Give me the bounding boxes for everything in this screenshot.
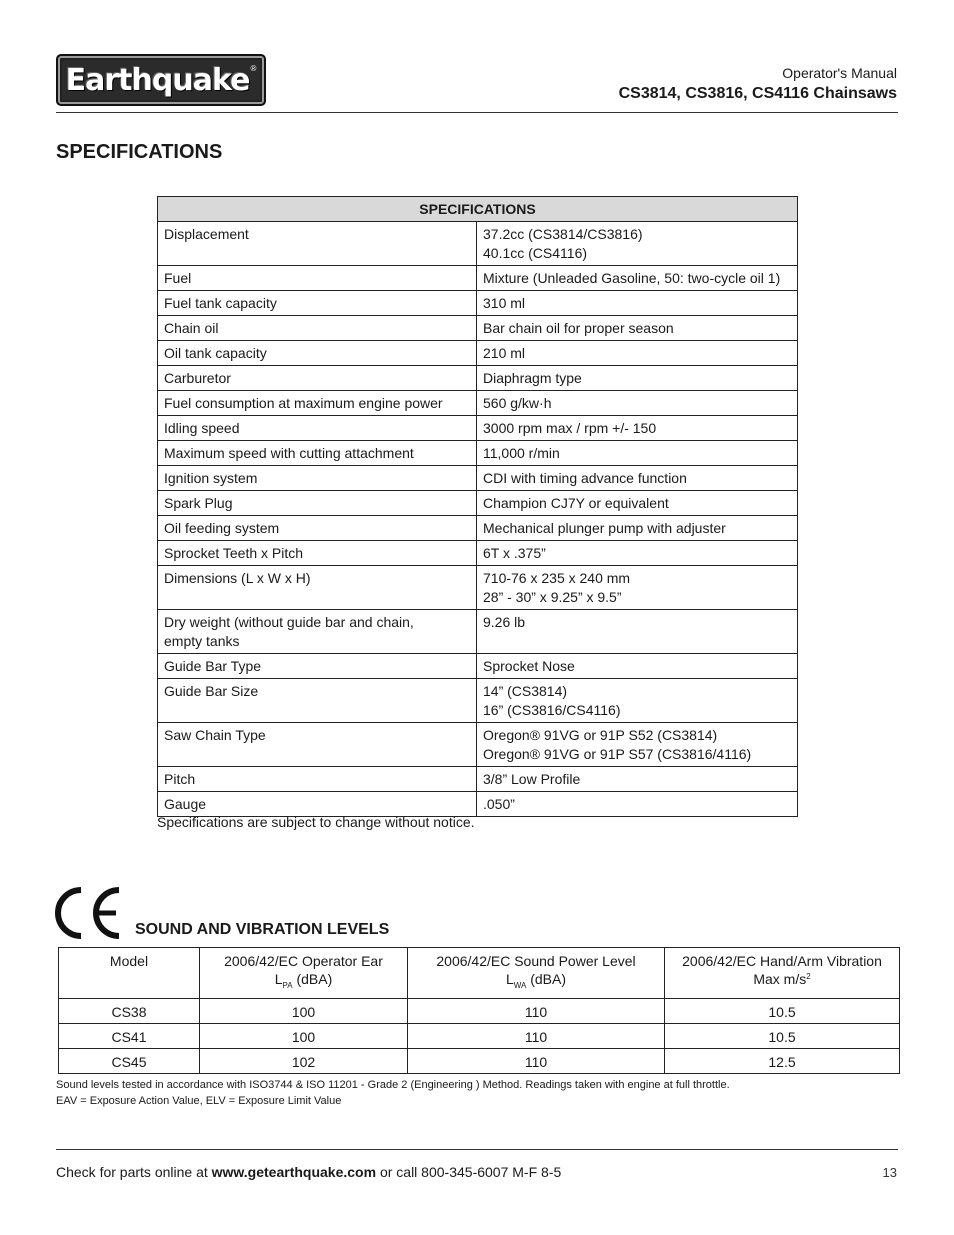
table-row	[158, 391, 798, 416]
spec-label-cell: Spark Plug	[158, 491, 477, 516]
brand-logo-text: Earthquake	[65, 62, 250, 98]
spec-value-cell: 710-76 x 235 x 240 mm 28” - 30” x 9.25” x 9.5”	[477, 566, 798, 610]
table-row	[59, 1049, 900, 1074]
footer-text: Check for parts online at www.getearthquake.com or call 800-345-6007 M-F 8-5	[56, 1164, 562, 1180]
column-header-model: Model	[59, 948, 200, 999]
spec-label-cell: Guide Bar Type	[158, 654, 477, 679]
table-row	[158, 723, 798, 767]
spec-label-cell: Oil feeding system	[158, 516, 477, 541]
sound-cell: CS41	[59, 1024, 200, 1049]
table-row	[158, 654, 798, 679]
spec-label-cell: Saw Chain Type	[158, 723, 477, 767]
spec-label-cell: Fuel tank capacity	[158, 291, 477, 316]
table-row	[158, 541, 798, 566]
specifications-table	[157, 196, 798, 817]
table-row	[158, 266, 798, 291]
spec-value-cell: 11,000 r/min	[477, 441, 798, 466]
sound-cell: CS38	[59, 999, 200, 1024]
specifications-note: Specifications are subject to change without notice.	[157, 814, 475, 830]
spec-label-cell: Pitch	[158, 767, 477, 792]
spec-label-cell: Chain oil	[158, 316, 477, 341]
spec-label-cell: Dry weight (without guide bar and chain, empty tanks	[158, 610, 477, 654]
section-heading-specifications: SPECIFICATIONS	[56, 141, 223, 163]
ce-mark-icon	[54, 886, 124, 940]
table-row	[158, 316, 798, 341]
table-header-row	[59, 948, 900, 999]
spec-label-cell: Fuel consumption at maximum engine power	[158, 391, 477, 416]
spec-label-cell: Ignition system	[158, 466, 477, 491]
spec-value-cell: 37.2cc (CS3814/CS3816) 40.1cc (CS4116)	[477, 222, 798, 266]
specifications-table-body	[158, 222, 798, 817]
sound-cell: 110	[408, 1049, 665, 1074]
spec-label-cell: Displacement	[158, 222, 477, 266]
table-row	[158, 222, 798, 266]
spec-value-cell: Bar chain oil for proper season	[477, 316, 798, 341]
spec-value-cell: 560 g/kw·h	[477, 391, 798, 416]
sound-cell: 100	[200, 1024, 408, 1049]
header-divider	[56, 112, 898, 113]
manual-label: Operator's Manual	[782, 65, 897, 81]
table-row	[158, 291, 798, 316]
spec-value-cell: 310 ml	[477, 291, 798, 316]
table-row	[158, 566, 798, 610]
table-header-cell: SPECIFICATIONS	[158, 197, 798, 222]
spec-label-cell: Fuel	[158, 266, 477, 291]
brand-logo	[56, 54, 266, 106]
column-header-sound-power: 2006/42/EC Sound Power Level $L_{WA}$ (dBA)	[408, 948, 665, 999]
table-row	[158, 610, 798, 654]
sound-cell: 12.5	[665, 1049, 900, 1074]
table-row	[158, 679, 798, 723]
sound-test-note: Sound levels tested in accordance with ISO3744 & ISO 11201 - Grade 2 (Engineering ) Method. Readings taken with engine at full throttle.	[56, 1079, 730, 1091]
spec-label-cell: Oil tank capacity	[158, 341, 477, 366]
table-row	[158, 792, 798, 817]
sound-cell: 10.5	[665, 1024, 900, 1049]
table-header-row	[158, 197, 798, 222]
spec-value-cell: 3000 rpm max / rpm +/- 150	[477, 416, 798, 441]
spec-value-cell: Mixture (Unleaded Gasoline, 50: two-cycle oil 1)	[477, 266, 798, 291]
spec-label-cell: Guide Bar Size	[158, 679, 477, 723]
table-row	[59, 999, 900, 1024]
spec-value-cell: Diaphragm type	[477, 366, 798, 391]
table-row	[158, 416, 798, 441]
column-header-operator-ear: 2006/42/EC Operator Ear $L_{PA}$ (dBA)	[200, 948, 408, 999]
sound-cell: 110	[408, 999, 665, 1024]
table-row	[59, 1024, 900, 1049]
spec-value-cell: 14” (CS3814) 16” (CS3816/CS4116)	[477, 679, 798, 723]
sound-vibration-table-body	[59, 999, 900, 1074]
page-number: 13	[882, 1165, 897, 1180]
spec-value-cell: 3/8” Low Profile	[477, 767, 798, 792]
spec-value-cell: Mechanical plunger pump with adjuster	[477, 516, 798, 541]
spec-label-cell: Sprocket Teeth x Pitch	[158, 541, 477, 566]
spec-value-cell: 210 ml	[477, 341, 798, 366]
table-row	[158, 366, 798, 391]
spec-label-cell: Idling speed	[158, 416, 477, 441]
table-row	[158, 491, 798, 516]
sound-vibration-table	[58, 947, 900, 1074]
spec-value-cell: 9.26 lb	[477, 610, 798, 654]
spec-value-cell: .050”	[477, 792, 798, 817]
table-row	[158, 441, 798, 466]
table-row	[158, 516, 798, 541]
model-title: CS3814, CS3816, CS4116 Chainsaws	[618, 85, 897, 102]
table-row	[158, 466, 798, 491]
registered-mark: ®	[250, 63, 257, 73]
table-row	[158, 341, 798, 366]
spec-label-cell: Gauge	[158, 792, 477, 817]
spec-label-cell: Carburetor	[158, 366, 477, 391]
spec-value-cell: 6T x .375”	[477, 541, 798, 566]
footer-divider	[56, 1149, 898, 1150]
exposure-definition-note: EAV = Exposure Action Value, ELV = Exposure Limit Value	[56, 1095, 342, 1107]
sound-cell: 10.5	[665, 999, 900, 1024]
spec-value-cell: Sprocket Nose	[477, 654, 798, 679]
spec-label-cell: Maximum speed with cutting attachment	[158, 441, 477, 466]
spec-value-cell: Oregon® 91VG or 91P S52 (CS3814) Oregon® 91VG or 91P S57 (CS3816/4116)	[477, 723, 798, 767]
spec-value-cell: Champion CJ7Y or equivalent	[477, 491, 798, 516]
spec-value-cell: CDI with timing advance function	[477, 466, 798, 491]
section-heading-sound: SOUND AND VIBRATION LEVELS	[135, 921, 390, 938]
column-header-vibration: 2006/42/EC Hand/Arm Vibration Max $m/s^2$	[665, 948, 900, 999]
sound-cell: 110	[408, 1024, 665, 1049]
sound-cell: 100	[200, 999, 408, 1024]
website-link[interactable]: www.getearthquake.com	[211, 1164, 377, 1180]
sound-cell: CS45	[59, 1049, 200, 1074]
sound-cell: 102	[200, 1049, 408, 1074]
table-row	[158, 767, 798, 792]
spec-label-cell: Dimensions (L x W x H)	[158, 566, 477, 610]
